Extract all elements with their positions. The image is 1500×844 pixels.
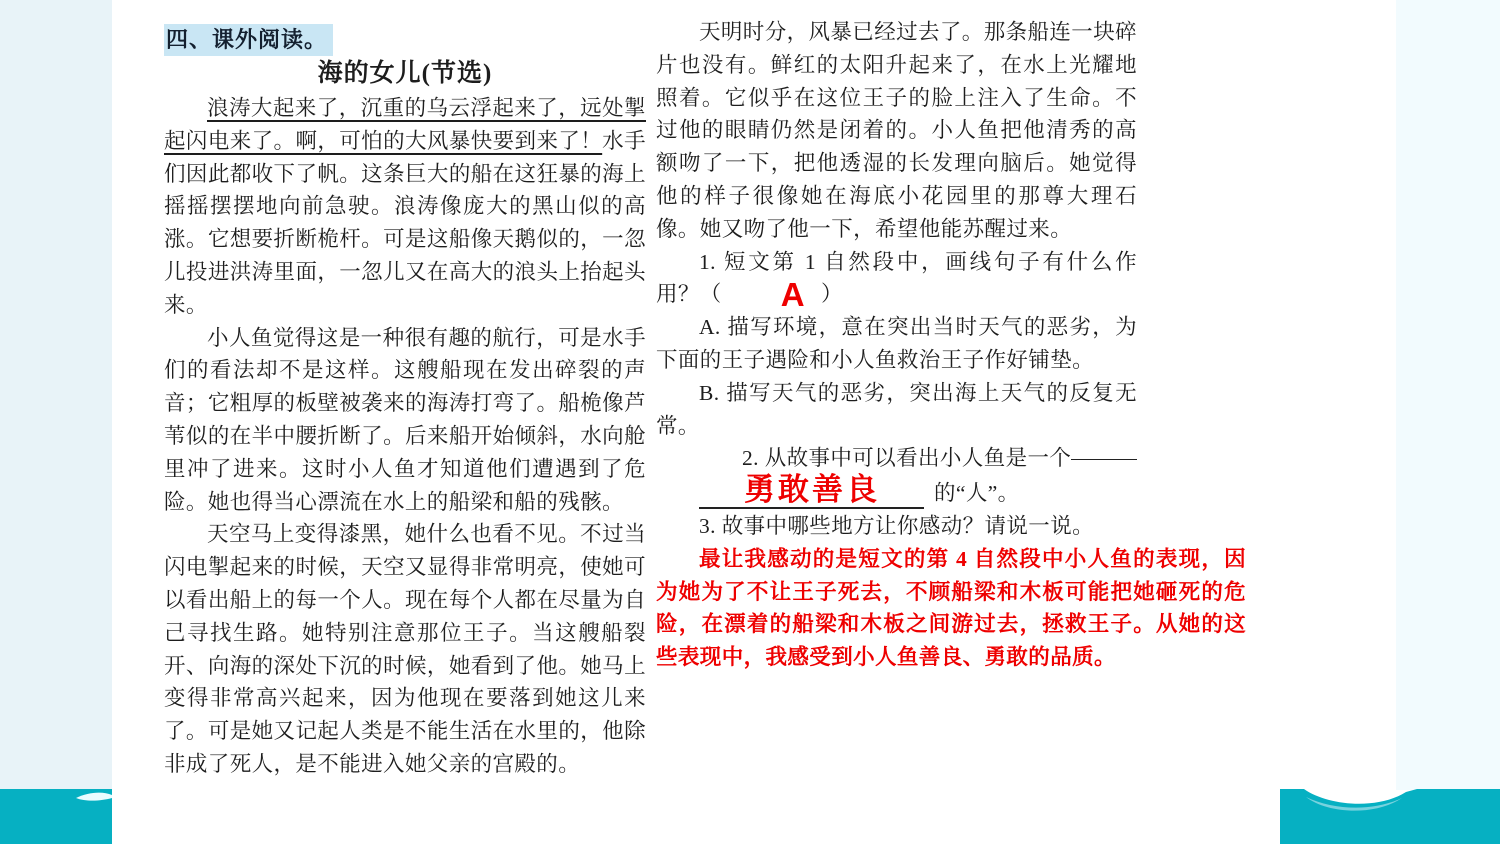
question-3-answer-red: 最让我感动的是短文的第 4 自然段中小人鱼的表现，因为她为了不让王子死去，不顾船梁和木板可能把她砸死的危险，在漂着的船梁和木板之间游过去，拯救王子。从她的这些表现中，我感受到小人鱼善良、勇敢的品质。	[656, 546, 1246, 670]
paragraph-1-rest: 水手们因此都收下了帆。这条巨大的船在这狂暴的海上摇摇摆摆地向前急驶。浪涛像庞大的黑山似的高涨。它想要折断桅杆。可是这船像天鹅似的，一忽儿投进洪涛里面，一忽儿又在高大的浪头上抬起头来。	[164, 128, 646, 317]
passage-title: 海的女儿(节选)	[317, 60, 493, 87]
question-2-answer-line	[656, 472, 1137, 510]
questions-column	[656, 16, 1246, 674]
question-1-stem: 1. 短文第 1 自然段中，画线句子有什么作用？（	[656, 249, 1137, 307]
question-2-answer-red: 勇敢善良	[699, 475, 924, 509]
answer-blank-line	[1071, 459, 1137, 460]
question-2-stem: 2. 从故事中可以看出小人鱼是一个	[742, 446, 1072, 471]
left-accent-band	[0, 0, 112, 790]
bottom-left-wave-decoration	[0, 789, 112, 844]
question-3-stem: 3. 故事中哪些地方让你感动？请说一说。	[699, 513, 1095, 538]
passage-paragraph-2: 小人鱼觉得这是一种很有趣的航行，可是水手们的看法却不是这样。这艘船现在发出碎裂的声音；它粗厚的板壁被袭来的海涛打弯了。船桅像芦苇似的在半中腰折断了。后来船开始倾斜，水向舱里冲了进来。这时小人鱼才知道他们遭遇到了危险。她也得当心漂流在水上的船梁和船的残骸。	[164, 325, 646, 514]
passage-column	[164, 24, 646, 781]
question-1	[656, 246, 1137, 312]
question-2	[656, 442, 1137, 475]
question-1-option-a: A. 描写环境，意在突出当时天气的恶劣，为下面的王子遇险和小人鱼救治王子作好铺垫。	[656, 315, 1137, 372]
question-1-close-paren: ）	[820, 282, 843, 307]
section-header: 四、课外阅读。	[164, 24, 333, 56]
question-1-option-b: B. 描写天气的恶劣，突出海上天气的反复无常。	[656, 380, 1137, 438]
wave-icon	[1280, 789, 1500, 844]
passage-paragraph-3: 天空马上变得漆黑，她什么也看不见。不过当闪电掣起来的时候，天空又显得非常明亮，使她可以看出船上的每一个人。现在每个人都在尽量为自己寻找生路。她特别注意那位王子。当这艘船裂开、向海的深处下沉的时候，她看到了他。她马上变得非常高兴起来，因为他现在要落到她这儿来了。可是她又记起人类是不能生活在水里的，他除非成了死人，是不能进入她父亲的宫殿的。	[164, 522, 646, 776]
passage-paragraph-4: 天明时分，风暴已经过去了。那条船连一块碎片也没有。鲜红的太阳升起来了，在水上光耀地照着。它似乎在这位王子的脸上注入了生命。不过他的眼睛仍然是闭着的。小人鱼把他清秀的高额吻了一下，把他透湿的长发理向脑后。她觉得他的样子很像她在海底小花园里的那尊大理石像。她又吻了他一下，希望他能苏醒过来。	[656, 20, 1138, 241]
wave-icon	[0, 789, 112, 844]
bottom-right-wave-decoration	[1280, 789, 1500, 844]
question-1-answer-red: A	[780, 276, 805, 314]
underlined-sentence: 浪涛大起来了，沉重的乌云浮起来了，远处掣起闪电来了。啊，可怕的大风暴快要到来了！	[164, 96, 646, 153]
passage-paragraph-1	[164, 92, 646, 322]
question-2-suffix: 的“人”。	[934, 481, 1020, 506]
right-accent-band	[1396, 0, 1500, 790]
